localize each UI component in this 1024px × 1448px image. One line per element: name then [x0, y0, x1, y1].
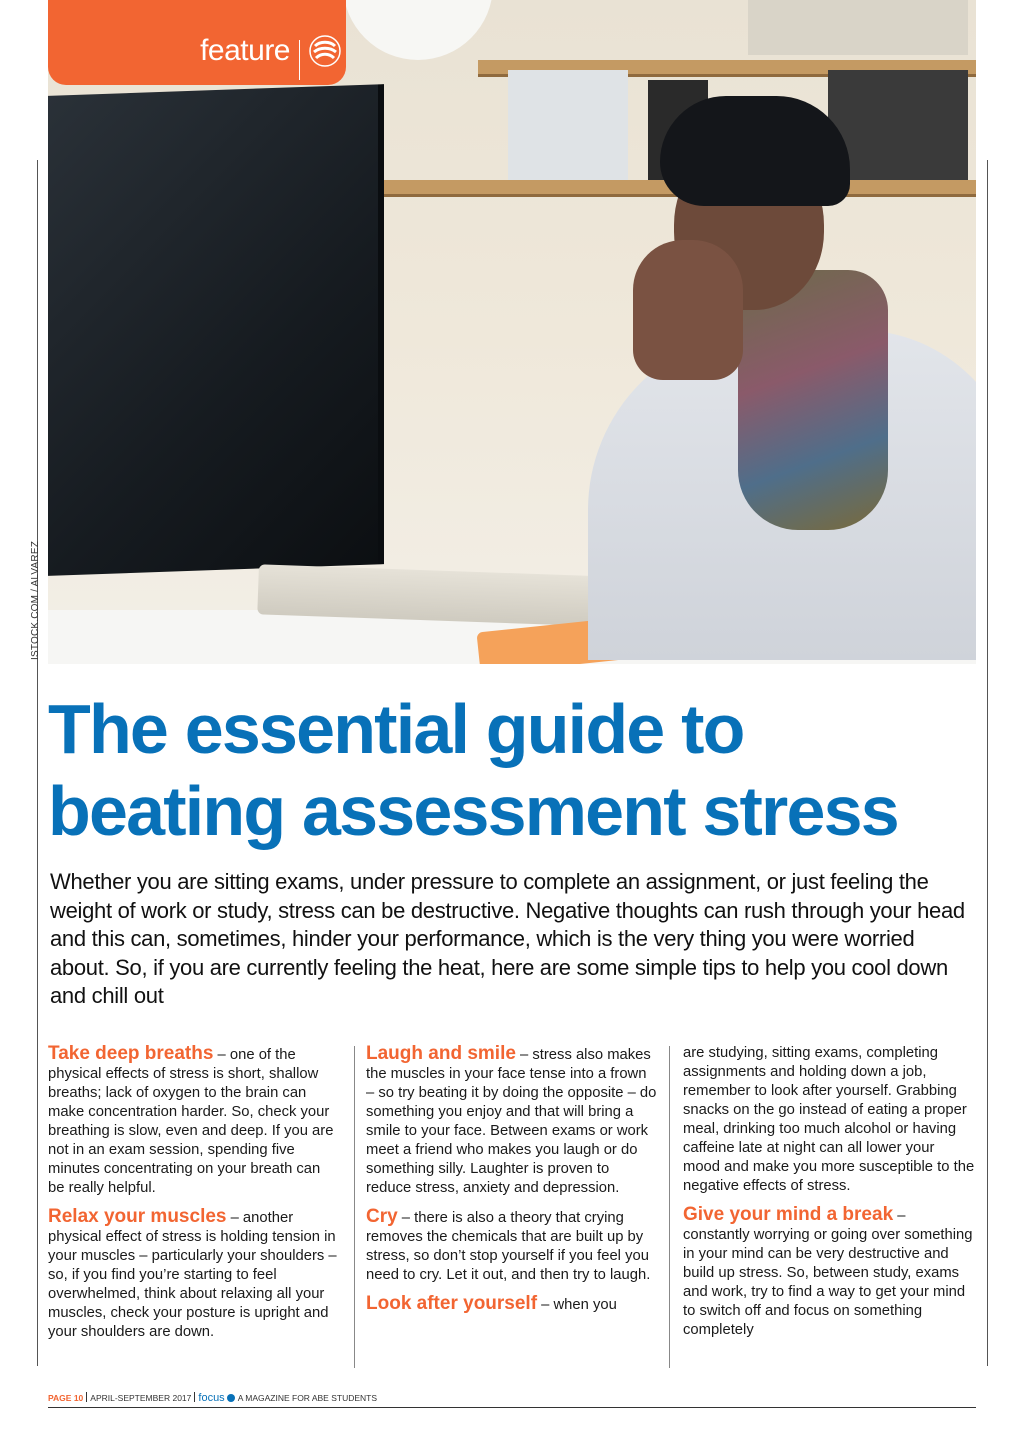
body-column-3: [683, 1044, 975, 1369]
tip-body: – one of the physical effects of stress is short, shallow breaths; lack of oxygen to the brain can make concentration harder. So, check your breathing is slow, even and deep. If you are not in an exam session, spending five minutes concentrating on your breath can be really helpful.: [48, 1047, 334, 1196]
tip-heading: Give your mind a break: [683, 1204, 894, 1225]
magazine-tagline: A MAGAZINE FOR ABE STUDENTS: [237, 1393, 378, 1403]
headline-line-1: The essential guide to: [48, 690, 744, 768]
footer-rule: [48, 1407, 976, 1408]
tip-paragraph: [366, 1294, 658, 1315]
tip-heading: Laugh and smile: [366, 1043, 516, 1064]
photo-credit: ISTOCK.COM / ALVAREZ: [30, 540, 41, 660]
magazine-name: focus: [198, 1392, 225, 1404]
headline-line-2: beating assessment stress: [48, 772, 898, 850]
tip-body: – when you: [537, 1297, 617, 1313]
tip-paragraph: [366, 1207, 658, 1285]
tip-paragraph: [366, 1044, 658, 1198]
tip-heading: Look after yourself: [366, 1293, 538, 1314]
tip-paragraph: [683, 1205, 975, 1340]
body-column-2: [366, 1044, 658, 1369]
tip-heading: Cry: [366, 1206, 398, 1227]
page-footer: [48, 1392, 377, 1404]
tip-heading: Take deep breaths: [48, 1043, 214, 1064]
left-margin-rule: [37, 160, 38, 1366]
tip-body: – constantly worrying or going over something in your mind can be very destructive and build up stress. So, between study, exams and work, try to find a way to get your mind to switch off and focus on something completely: [683, 1208, 973, 1338]
issue-date: APRIL-SEPTEMBER 2017: [90, 1393, 192, 1403]
article-standfirst: Whether you are sitting exams, under pressure to complete an assignment, or just feeling the weight of work or study, stress can be destructive. Negative thoughts can rush through your head and this can, sometimes, hinder your performance, which is the very thing you were worried about. So, if you are currently feeling the heat, here are some simple tips to help you cool down and chill out: [50, 869, 965, 1008]
column-divider: [354, 1046, 355, 1368]
page-number: PAGE 10: [48, 1393, 84, 1403]
tip-heading: Relax your muscles: [48, 1206, 227, 1227]
section-divider: [299, 40, 300, 80]
tip-body: – stress also makes the muscles in your face tense into a frown – so try beating it by doing the opposite – do something you enjoy and that will bring a smile to your face. Between exams or work meet a friend who makes you laugh or do something silly. Laughter is proven to reduce stress, anxiety and depression.: [366, 1047, 657, 1196]
abe-logo-icon: [308, 34, 342, 68]
body-column-1: [48, 1044, 340, 1369]
tip-body: – another physical effect of stress is holding tension in your muscles – particularly your shoulders – so, if you find you’re starting to feel overwhelmed, think about relaxing all your muscles, check your posture is upright and your shoulders are down.: [48, 1210, 337, 1340]
tip-paragraph: [48, 1207, 340, 1342]
column-divider: [669, 1046, 670, 1368]
hero-photo: [48, 0, 976, 664]
tip-continuation: are studying, sitting exams, completing assignments and holding down a job, remember to look after yourself. Grabbing snacks on the go instead of eating a proper meal, drinking too much alcohol or having caffeine late at night can all lower your mood and make you more susceptible to the negative effects of stress.: [683, 1045, 975, 1194]
article-headline: [48, 688, 988, 852]
section-tab: [48, 0, 346, 85]
tip-paragraph: [48, 1044, 340, 1198]
tip-body: – there is also a theory that crying removes the chemicals that are built up by stress, so don’t stop yourself if you feel you need to cry. Let it out, and then try to laugh.: [366, 1210, 651, 1283]
abe-logo-icon: [227, 1394, 235, 1402]
section-label: feature: [200, 34, 290, 67]
